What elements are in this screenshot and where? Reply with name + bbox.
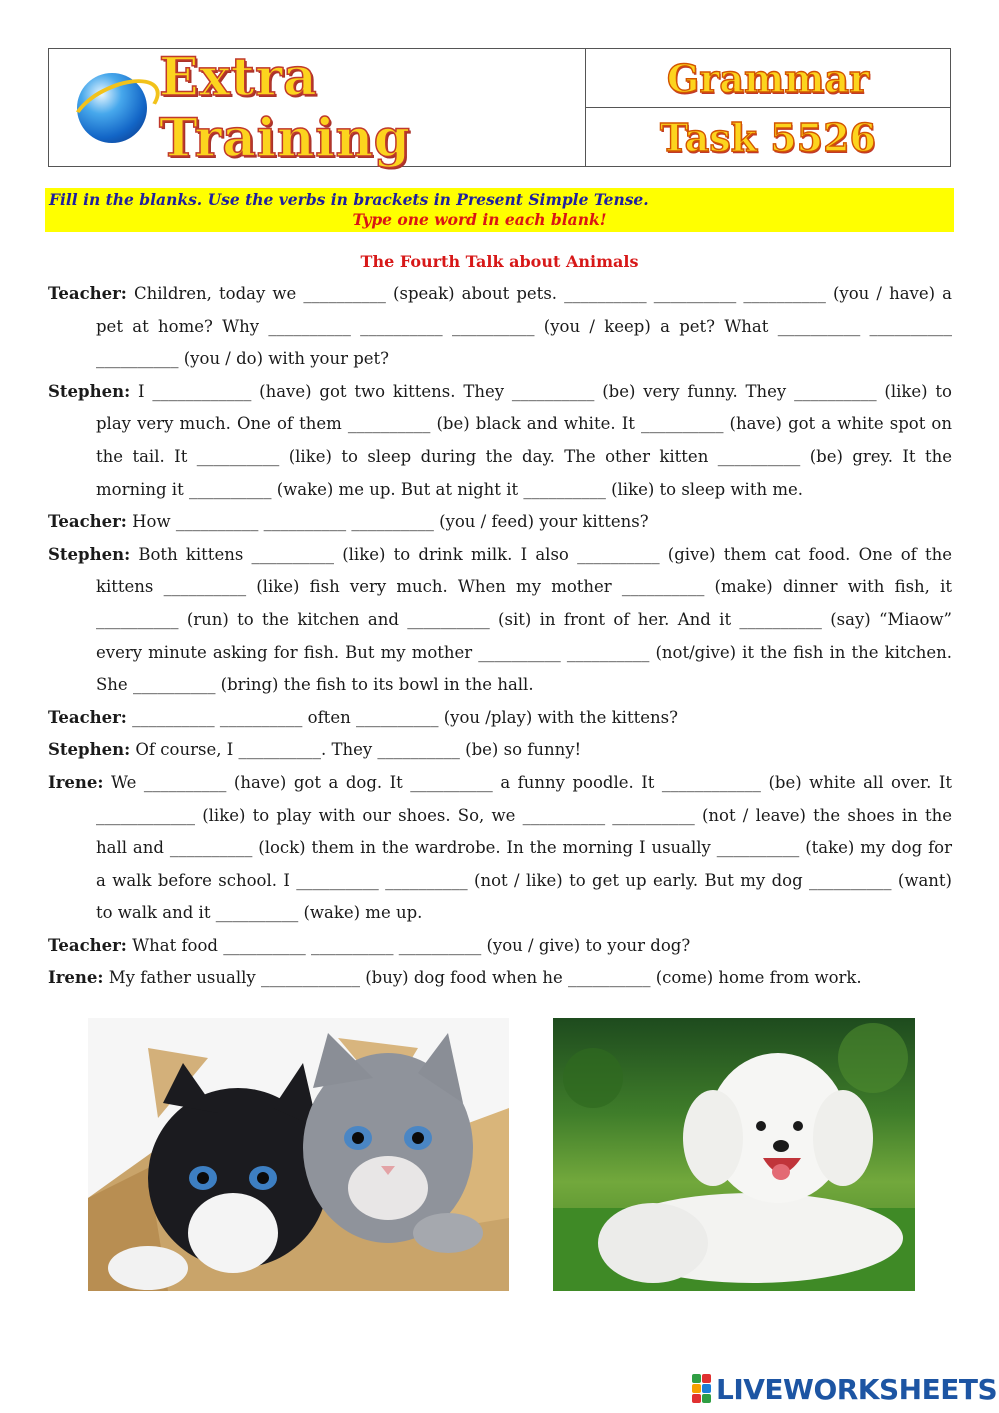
speaker-name: Teacher:: [48, 707, 127, 727]
kittens-illustration: [88, 1018, 509, 1291]
task-cell: [586, 49, 950, 166]
kittens-photo: [88, 1018, 509, 1291]
dialogue-text: I ____________ (have) got two kittens. They __________ (be) very funny. They __________ (like) to play very much. One of them __________ (be) black and white. It __________ (have) got a white spot on the tail. It __________ (like) to sleep during the day. The other kitten __________ (be) grey. It the morning it __________ (wake) me up. But at night it __________ (like) to sleep with me.: [96, 381, 952, 499]
dialogue-line: [48, 539, 952, 702]
dialogue-line: [48, 278, 952, 376]
dialogue: [48, 278, 952, 995]
dialogue-text: We __________ (have) got a dog. It __________ a funny poodle. It ____________ (be) white all over. It ____________ (like) to play with our shoes. So, we __________ __________ (not / leave) the shoes in the hall and __________ (lock) them in the wardrobe. In the morning I usually __________ (take) my dog for a walk before school. I __________ __________ (not / like) to get up early. But my dog __________ (want) to walk and it __________ (wake) me up.: [96, 772, 952, 923]
dialogue-line: [48, 767, 952, 930]
dialogue-text: My father usually ____________ (buy) dog food when he __________ (come) home from work.: [108, 968, 862, 988]
liveworksheets-wordmark: LIVEWORKSHEETS: [716, 1372, 998, 1406]
speaker-name: Teacher:: [48, 512, 127, 532]
globe-icon: [77, 73, 147, 143]
worksheet-title: The Fourth Talk about Animals: [360, 252, 639, 271]
dialogue-line: [48, 962, 952, 995]
brand-title: Extra Training: [159, 46, 411, 169]
dialogue-line: [48, 930, 952, 963]
speaker-name: Teacher:: [48, 284, 127, 303]
dialogue-text: Both kittens __________ (like) to drink milk. I also __________ (give) them cat food. One of the kittens __________ (like) fish very much. When my mother __________ (make) dinner with fish, it __________ (run) to the kitchen and __________ (sit) in front of her. And it __________ (say) “Miaow” every minute asking for fish. But my mother __________ __________ (not/give) it the fish in the kitchen. She __________ (bring) the fish to its bowl in the hall.: [96, 544, 952, 695]
header-box: [48, 48, 951, 167]
poodle-photo: [553, 1018, 915, 1291]
dialogue-text: Children, today we __________ (speak) about pets. __________ __________ __________ (you / have) a pet at home? Why __________ __________ __________ (you / keep) a pet? What __________ __________ __________ (you / do) with your pet?: [96, 284, 953, 369]
dialogue-line: [48, 376, 952, 506]
speaker-name: Stephen:: [48, 544, 131, 564]
dialogue-text: Of course, I __________. They __________ (be) so funny!: [135, 740, 582, 760]
instruction-line-1: Fill in the blanks. Use the verbs in brackets in Present Simple Tense.: [49, 190, 649, 209]
speaker-name: Stephen:: [48, 740, 131, 760]
dialogue-text: __________ __________ often __________ (you /play) with the kittens?: [132, 707, 678, 727]
instruction-line-2: Type one word in each blank!: [352, 210, 607, 229]
dialogue-text: How __________ __________ __________ (you / feed) your kittens?: [132, 512, 649, 532]
liveworksheets-logo: [692, 1372, 997, 1406]
dialogue-text: What food __________ __________ __________ (you / give) to your dog?: [132, 935, 691, 955]
dialogue-line: [48, 506, 952, 539]
dialogue-line: [48, 734, 952, 767]
task-number: Task 5526: [660, 114, 876, 160]
dialogue-line: [48, 702, 952, 735]
liveworksheets-icon: [692, 1374, 712, 1404]
speaker-name: Stephen:: [48, 381, 131, 401]
poodle-illustration: [553, 1018, 915, 1291]
instruction-banner: [45, 188, 954, 232]
subject-label: Grammar: [586, 49, 950, 108]
brand-cell: [49, 46, 586, 169]
speaker-name: Irene:: [48, 968, 104, 988]
speaker-name: Irene:: [48, 772, 104, 792]
speaker-name: Teacher:: [48, 935, 127, 955]
